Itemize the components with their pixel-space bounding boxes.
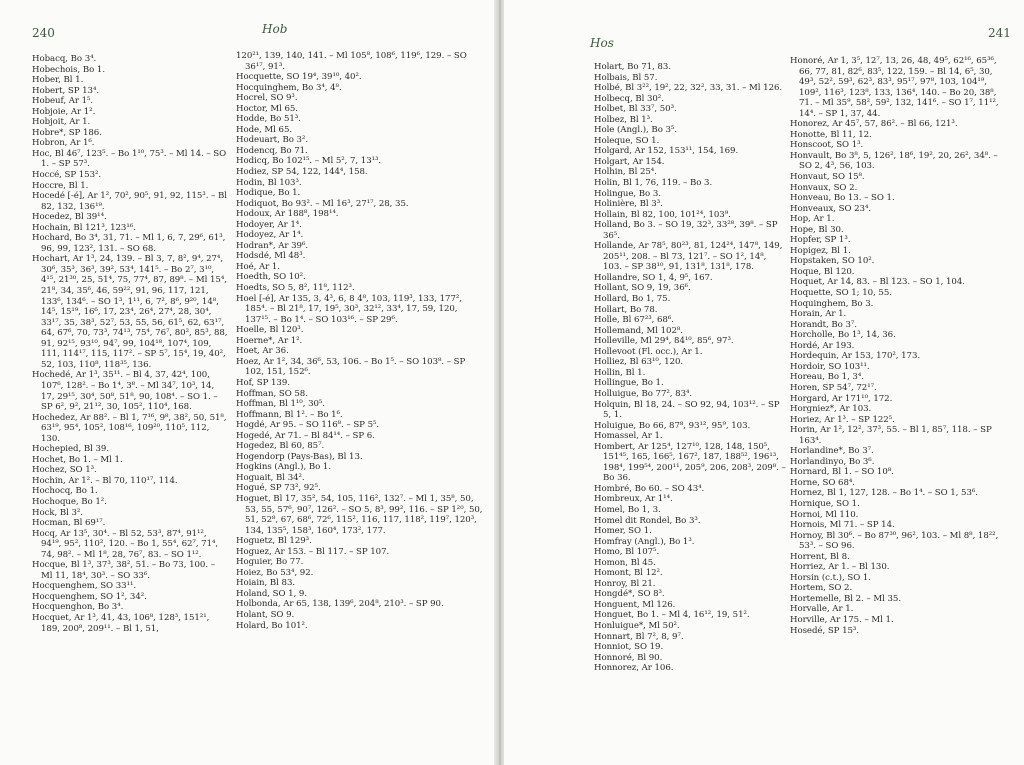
index-entry: Hordequin, Ar 153, 170², 173. <box>790 351 921 362</box>
index-entry: Holbecq, Bl 30². <box>594 93 664 104</box>
index-entry: Hogendorp (Pays-Bas), Bl 13. <box>236 451 363 462</box>
index-entry: Honnart, Bl 7², 8, 9⁷. <box>594 631 684 642</box>
index-entry: Holgard, Ar 152, 153¹¹, 154, 169. <box>594 146 739 157</box>
index-entry: Hollin, Bl 1. <box>594 367 646 378</box>
index-entry: Hochedé, Ar 1³, 35¹¹. – Bl 4, 37, 42⁴, 100, 107⁶, 128². – Bo 1⁴, 3⁸. – Ml 34⁷, 10³, 14, 17, 29¹⁵, 30⁴, 50⁸, 51⁸, 90, 108⁴. – SO 1. – SP 6², 9², 21¹², 30, 105², 110⁴, 168. <box>32 370 218 413</box>
index-entry: Holland, Bo 3. – SO 19, 32³, 33²⁸, 39⁸. – SP 36⁵. <box>594 220 778 241</box>
index-entry: Hodin, Bl 103³. <box>236 177 302 188</box>
index-entry: Hornard, Bl 1. – SO 10⁸. <box>790 467 894 478</box>
index-entry: Hodeuart, Bo 3². <box>236 135 309 146</box>
index-entry: Hornez, Bl 1, 127, 128. – Bo 1⁴. – SO 1, 53⁶. <box>790 488 978 499</box>
index-entry: Hogué, SP 73², 92⁵. <box>236 483 321 494</box>
index-entry: Holluigue, Bo 77², 83⁴. <box>594 388 693 399</box>
index-entry: Horlandinyo, Bo 3⁶. <box>790 456 875 467</box>
index-entry: Holand, SO 1, 9. <box>236 588 308 599</box>
index-entry: Horen, SP 54⁷, 72¹⁷. <box>790 382 877 393</box>
index-entry: Horcholle, Bo 1³, 14, 36. <box>790 330 896 341</box>
index-entry: Hopfer, SP 1³. <box>790 235 851 246</box>
index-entry: Homon, Bl 45. <box>594 557 656 568</box>
index-entry: Hodsdé, Ml 48³. <box>236 251 306 262</box>
index-entry: Hobre*, SP 186. <box>32 127 102 138</box>
index-entry: Hodran*, Ar 39⁶. <box>236 240 309 251</box>
index-entry: Hoguait, Bl 34². <box>236 472 305 483</box>
index-entry: Hodencq, Bo 71. <box>236 145 308 156</box>
index-entry: Hoez, Ar 1², 34, 36⁶, 53, 106. – Bo 1⁵. – SO 103⁸. – SP 102, 151, 152⁶. <box>236 356 466 378</box>
index-entry: Hodiquot, Bo 93². – Ml 16³, 27¹⁷, 28, 35. <box>236 198 409 209</box>
index-column-right-1 <box>594 62 786 674</box>
index-entry: Hollandre, SO 1, 4, 9⁵, 167. <box>594 272 713 283</box>
index-entry: Hobacq, Bo 3⁴. <box>32 54 97 64</box>
index-entry: Honluigue*, Ml 50². <box>594 620 680 631</box>
index-entry: Hocquenghem, SO 1², 34². <box>32 591 147 602</box>
index-entry: Hombreux, Ar 1¹⁴. <box>594 494 673 505</box>
index-entry: Hocedez, Bl 39¹⁴. <box>32 212 107 223</box>
index-entry: Hobeuf, Ar 1⁵. <box>32 96 94 107</box>
index-entry: Hochepied, Bl 39. <box>32 444 110 455</box>
index-entry: Hoc, Bl 46⁷, 123⁵. – Bo 1¹⁰, 75³. – Ml 14. – SO 1. – SP 57³. <box>32 148 227 170</box>
index-entry: Horsin (c.t.), SO 1. <box>790 572 871 583</box>
index-entry: Holbé, Bl 3²², 19², 22, 32², 33, 31. – Ml 126. <box>594 83 783 94</box>
index-entry: Holeque, SO 1. <box>594 135 660 146</box>
index-entry: 120²¹, 139, 140, 141. – Ml 105⁸, 108⁶, 119⁶, 129. – SO 36¹⁷, 91³. <box>236 51 467 72</box>
index-entry: Hoquinghem, Bo 3. <box>790 298 874 309</box>
index-entry: Hoiez, Bo 53⁴, 92. <box>236 567 314 578</box>
index-entry: Horriez, Ar 1. – Bl 130. <box>790 562 890 573</box>
index-entry: Hosedé, SP 15³. <box>790 625 859 636</box>
index-entry: Hof, SP 139. <box>236 377 290 388</box>
index-entry: Hoccé, SP 153². <box>32 170 102 181</box>
index-entry: Hoé, Ar 1. <box>236 261 280 272</box>
index-entry: Honniot, SO 19. <box>594 642 664 653</box>
index-entry: Hodique, Bo 1. <box>236 188 301 199</box>
index-entry: Hollart, Bo 78. <box>594 304 658 315</box>
index-entry: Honorez, Ar 45⁷, 57, 86². – Bl 66, 121³. <box>790 119 958 130</box>
index-entry: Hochain, Bl 121³, 123¹⁶. <box>32 222 136 233</box>
index-entry: Horin, Ar 1², 12², 37³, 55. – Bl 1, 85⁷, 118. – SP 163⁴. <box>790 425 992 446</box>
index-entry: Hocquenghem, SO 33¹¹. <box>32 581 137 592</box>
index-entry: Hochoque, Bo 1². <box>32 496 107 507</box>
index-entry: Homel dit Rondel, Bo 3³. <box>594 515 701 526</box>
index-entry: Homfray (Angl.), Bo 1³. <box>594 536 695 547</box>
index-entry: Honvaut, SO 15⁸. <box>790 172 865 183</box>
index-entry: Hoguier, Bo 77. <box>236 557 304 568</box>
index-entry: Hocquenghon, Bo 3⁴. <box>32 602 124 613</box>
index-entry: Hochet, Bo 1. – Ml 1. <box>32 454 123 465</box>
index-entry: Hongdé*, SO 8³. <box>594 589 665 600</box>
index-entry: Holleville, Ml 29⁴, 84¹⁰, 85⁶, 97³. <box>594 336 734 347</box>
index-entry: Hoque, Bl 120. <box>790 266 855 277</box>
index-entry: Holuigue, Bo 66, 87⁸, 93¹², 95⁹, 103. <box>594 420 751 431</box>
index-entry: Hoffman, SO 58. <box>236 388 308 399</box>
index-entry: Hochez, SO 1³. <box>32 465 97 476</box>
index-entry: Hocquette, SO 19⁴, 39¹⁰, 40². <box>236 72 362 83</box>
index-entry: Homont, Bl 12². <box>594 568 663 579</box>
index-entry: Holbonda, Ar 65, 138, 139⁶, 204⁸, 210³. – SP 90. <box>236 599 444 610</box>
index-entry: Hocquinghem, Bo 3⁴, 4⁸. <box>236 82 342 93</box>
index-entry: Hogedé, Ar 71. – Bl 84¹⁴. – SP 6. <box>236 430 375 441</box>
index-entry: Honscoot, SO 1³. <box>790 140 864 151</box>
index-entry: Holle, Bl 67²³, 68⁶. <box>594 315 674 326</box>
index-entry: Hodde, Bo 51³. <box>236 114 301 125</box>
index-entry: Horlandine*, Bo 3⁷. <box>790 446 874 457</box>
index-entry: Hochard, Bo 3⁴, 31, 71. – Ml 1, 6, 7, 29⁶, 61³, 96, 99, 123², 131. – SO 68. <box>32 233 226 254</box>
index-entry: Holliez, Bl 63¹⁰, 120. <box>594 357 684 368</box>
index-entry: Hochedez, Ar 88². – Bl 1, 7¹⁶, 9⁸, 38², 50, 51⁸, 63¹⁹, 95⁴, 105², 108¹⁶, 109²⁰, 110⁵, 112, 130. <box>32 412 227 444</box>
index-entry: Hodiez, SP 54, 122, 144⁴, 158. <box>236 167 368 178</box>
index-entry: Holgart, Ar 154. <box>594 156 665 167</box>
index-entry: Honveaux, SO 23⁴. <box>790 203 872 214</box>
index-entry: Hocrel, SO 9³. <box>236 93 298 104</box>
index-entry: Hode, Ml 65. <box>236 124 293 135</box>
index-entry: Hornoi, Ml 110. <box>790 509 859 520</box>
index-entry: Holin, Bl 1, 76, 119. – Bo 3. <box>594 178 713 189</box>
index-entry: Hollingue, Bo 1. <box>594 378 664 389</box>
index-entry: Hoquet, Ar 14, 83. – Bl 123. – SO 1, 104. <box>790 277 965 288</box>
index-entry: Hogdé, Ar 95. – SO 116⁸. – SP 5⁵. <box>236 420 380 431</box>
index-entry: Horrent, Bl 8. <box>790 551 850 562</box>
index-entry: Horvalle, Ar 1. <box>790 604 854 615</box>
index-entry: Hoccre, Bl 1. <box>32 180 89 191</box>
index-entry: Horne, SO 68⁴. <box>790 477 855 488</box>
index-entry: Honvault, Bo 3⁸, 5, 126², 18⁶, 19², 20, 26², 34⁸. – SO 2, 4³, 56, 103. <box>790 150 998 172</box>
index-entry: Homo, Bl 107⁵. <box>594 547 660 558</box>
index-entry: Hollain, Bl 82, 100, 101²⁴, 103⁹. <box>594 209 731 220</box>
index-entry: Hordé, Ar 193. <box>790 340 855 351</box>
index-entry: Hornoy, Bl 30⁶. – Bo 87³⁰, 96², 103. – Ml 8⁸, 18²², 53³. – SO 96. <box>790 530 999 552</box>
index-entry: Holquin, Bl 18, 24. – SO 92, 94, 103¹². – SP 5, 1. <box>594 399 780 421</box>
index-entry: Hombré, Bo 60. – SO 43⁴. <box>594 483 705 494</box>
index-entry: Hollevoot (Fl. occ.), Ar 1. <box>594 346 703 357</box>
index-entry: Horgniez*, Ar 103. <box>790 404 872 415</box>
index-entry: Hogkins (Angl.), Bo 1. <box>236 462 332 473</box>
index-entry: Horeau, Bo 1, 3⁴. <box>790 372 864 383</box>
index-entry: Hochocq, Bo 1. <box>32 486 98 497</box>
index-entry: Hoctor, Ml 65. <box>236 103 298 114</box>
index-entry: Holant, SO 9. <box>236 609 295 620</box>
index-entry: Hope, Bl 30. <box>790 224 844 235</box>
index-entry: Hocedé [-é], Ar 1², 70², 90⁵, 91, 92, 115³. – Bl 82, 132, 136¹⁹. <box>32 191 227 212</box>
index-entry: Honvaux, SO 2. <box>790 182 858 193</box>
index-entry: Hollant, SO 9, 19, 36⁶. <box>594 283 691 294</box>
index-entry: Honnoré, Bl 90. <box>594 652 663 663</box>
running-head-left: Hob <box>262 22 288 36</box>
index-entry: Hop, Ar 1. <box>790 214 835 225</box>
index-entry: Holbez, Bl 1³. <box>594 114 653 125</box>
index-entry: Hock, Bl 3². <box>32 507 83 518</box>
index-entry: Holhin, Bl 25⁴. <box>594 167 657 178</box>
index-entry: Hoel [-é], Ar 135, 3, 4³, 6, 8 4⁸, 103, 119³, 133, 177², 185⁴. – Bl 21⁸, 17, 19⁵, 30³, 32¹², 33⁴, 17, 59, 120, 137¹⁵. – Bo 1⁴. – SO 103¹⁶. – SP 29⁶. <box>236 293 462 325</box>
index-entry: Hornique, SO 1. <box>790 498 860 509</box>
page-number-right: 241 <box>988 26 1011 40</box>
index-entry: Holbet, Bl 33⁷, 50³. <box>594 104 677 115</box>
index-entry: Hobron, Ar 1⁶. <box>32 138 95 149</box>
index-entry: Hobjoit, Ar 1. <box>32 117 91 128</box>
index-entry: Hodoyer, Ar 1⁴. <box>236 219 302 230</box>
index-entry: Hole (Angl.), Bo 3⁵. <box>594 125 677 136</box>
index-entry: Hombert, Ar 125⁴, 127¹⁰, 128, 148, 150⁵, 151⁴⁵, 165, 166⁵, 167², 187, 188⁵², 196¹³, 198⁴, 199⁵⁴, 200¹¹, 205⁹, 206, 208³, 209⁸. – Bo 36. <box>594 441 786 484</box>
index-entry: Hoedts, SO 5, 8², 11⁸, 112³. <box>236 283 355 294</box>
index-entry: Horandt, Bo 3⁷. <box>790 319 857 330</box>
right-page <box>504 0 1024 765</box>
index-entry: Hogedez, Bl 60, 85⁷. <box>236 441 325 452</box>
page-number-left: 240 <box>32 26 55 40</box>
index-entry: Hobechois, Bo 1. <box>32 64 106 75</box>
index-entry: Hoiain, Bl 83. <box>236 578 296 589</box>
index-entry: Hodicq, Bo 102¹⁵. – Ml 5², 7, 13¹³. <box>236 156 382 167</box>
index-entry: Hober, Bl 1. <box>32 75 84 86</box>
index-entry: Hoguez, Ar 153. – Bl 117. – SP 107. <box>236 546 390 557</box>
index-entry: Hoguetz, Bl 129³. <box>236 536 312 547</box>
index-entry: Horville, Ar 175. – Ml 1. <box>790 614 894 625</box>
index-entry: Honroy, Bl 21. <box>594 578 656 589</box>
index-entry: Hoet, Ar 36. <box>236 346 289 357</box>
index-entry: Holbais, Bl 57. <box>594 72 658 83</box>
index-entry: Hollande, Ar 78⁵, 80²³, 81, 124²⁴, 147⁸, 149, 205¹¹, 208. – Bl 73, 121⁷. – SO 1², 14⁸, 103. – SP 38¹⁰, 91, 131⁸, 131⁸, 178. <box>594 241 783 273</box>
index-entry: Hoelle, Bl 120³. <box>236 325 304 336</box>
index-entry: Hortem, SO 2. <box>790 583 853 594</box>
index-entry: Hocq, Ar 13⁵, 30⁴. – Bl 52, 53³, 87⁴, 91¹², 94¹⁹, 95², 110², 120. – Bo 1, 55⁴, 62⁷, 71⁴, 74, 98². – Ml 1⁸, 28, 76⁷, 83. – SO 1¹². <box>32 528 219 560</box>
left-page <box>0 0 498 765</box>
running-head-right: Hos <box>590 36 614 50</box>
index-entry: Holart, Bo 71, 83. <box>594 62 671 72</box>
index-column-right-2 <box>790 56 1000 636</box>
index-entry: Horiez, Ar 1³. – SP 122⁵. <box>790 414 895 425</box>
index-entry: Hoguet, Bl 17, 35², 54, 105, 116², 132⁷. – Ml 1, 35⁸, 50, 53, 55, 57⁶, 90⁷, 126². – SO 5, 8³, 99², 116. – SP 1²⁰, 50, 51, 52⁸, 67, 68⁶, 72⁶, 115², 116, 117, 118², 119⁷, 120³, 134, 135⁵, 158³, 160⁴, 173², 177. <box>236 493 483 536</box>
index-entry: Hocman, Bl 69¹⁷. <box>32 518 106 529</box>
index-entry: Hoffman, Bl 1¹⁰, 30⁵. <box>236 399 325 410</box>
index-entry: Hoquette, SO 1; 10, 55. <box>790 288 892 299</box>
index-entry: Hornois, Ml 71. – SP 14. <box>790 520 895 531</box>
index-entry: Holingue, Bo 3. <box>594 188 661 199</box>
index-entry: Holinière, Bl 3³. <box>594 199 663 210</box>
index-entry: Honoré, Ar 1, 3⁵, 12⁷, 13, 26, 48, 49⁵, 62¹⁶, 65³⁶, 66, 77, 81, 82⁶, 83⁵, 122, 159. – Bl 14, 6⁵, 30, 49³, 52², 59³, 62³, 83³, 95¹⁷, 97⁸, 103, 104¹⁹, 109², 116³, 123⁸, 133, 136⁴, 140. – Bo 20, 38⁸, 71. – Ml 35⁹, 58², 59², 132, 141⁶. – SO 1⁷, 11¹², 14⁴. – SP 1, 37, 44. <box>790 56 999 119</box>
index-entry: Honguent, Ml 126. <box>594 599 676 610</box>
index-entry: Hoedth, SO 10². <box>236 272 306 283</box>
index-entry: Honguet, Bo 1. – Ml 4, 16¹², 19, 51². <box>594 610 750 621</box>
index-entry: Hocquet, Ar 1³, 41, 43, 106⁸, 128³, 151²¹, 189, 200⁸, 209¹¹. – Bl 1, 51, <box>32 612 210 634</box>
index-entry: Homer, SO 1. <box>594 526 652 537</box>
index-entry: Hollard, Bo 1, 75. <box>594 294 671 305</box>
index-entry: Hochart, Ar 1³, 24, 139. – Bl 3, 7, 8², 9⁴, 27⁴, 30⁶, 35³, 36³, 39², 53⁴, 141⁵. – Bo 2⁷, 3¹⁰, 4¹⁵, 21³⁰, 25, 51⁴, 75, 77⁴, 87, 89⁸. – Ml 15⁴, 21⁸, 34, 35⁶, 46, 59²², 91, 96, 117, 121, 133⁶, 134⁶. – SO 1³, 1¹¹, 6, 7², 8⁶, 9²⁰, 14⁸, 14⁵, 15¹⁹, 16⁶, 17, 23⁴, 26⁴, 27⁴, 28, 30⁴, 33¹⁷, 35, 38³, 52⁷, 53, 55, 56, 61⁵, 62, 63¹⁷, 64, 67⁶, 70, 73³, 74¹³, 75⁴, 76⁷, 80², 85³, 88, 91, 92¹⁵, 93¹⁰, 94⁷, 99, 104¹⁸, 107⁴, 109, 111, 114¹⁷, 115, 117². – SP 5⁷, 15⁴, 19, 40², 52, 103, 110⁸, 118³⁵, 136. <box>32 254 228 370</box>
index-entry: Horgard, Ar 171¹⁰, 172. <box>790 393 893 404</box>
index-entry: Hobjoie, Ar 1². <box>32 106 96 117</box>
index-entry: Hobert, SP 13⁴. <box>32 85 100 96</box>
index-entry: Hollemand, Ml 102⁸. <box>594 325 683 336</box>
index-entry: Hoerne*, Ar 1². <box>236 335 303 346</box>
index-entry: Hodoyez, Ar 1⁴. <box>236 230 304 241</box>
index-entry: Hordoir, SO 103¹¹. <box>790 361 870 372</box>
index-entry: Holard, Bo 101². <box>236 620 308 631</box>
index-entry: Honveau, Bo 13. – SO 1. <box>790 193 895 204</box>
index-column-left-1 <box>32 54 228 634</box>
index-entry: Hortemelle, Bl 2. – Ml 35. <box>790 593 901 604</box>
index-entry: Hopigez, Bl 1. <box>790 245 851 256</box>
index-entry: Homassel, Ar 1. <box>594 431 663 442</box>
index-entry: Honnorez, Ar 106. <box>594 663 674 674</box>
index-entry: Horain, Ar 1. <box>790 309 847 320</box>
index-entry: Hoffmann, Bl 1². – Bo 1⁶. <box>236 409 343 420</box>
index-entry: Hocque, Bl 1³, 37³, 38², 51. – Bo 73, 100. – Ml 11, 18⁴, 30³. – SO 33⁶. <box>32 560 215 581</box>
index-column-left-2 <box>236 51 484 631</box>
index-entry: Hodoux, Ar 188⁸, 198¹⁴. <box>236 209 339 220</box>
index-entry: Honotte, Bl 11, 12. <box>790 129 872 140</box>
index-entry: Homel, Bo 1, 3. <box>594 504 661 515</box>
index-entry: Hochin, Ar 1². – Bl 70, 110¹⁷, 114. <box>32 475 178 486</box>
index-entry: Hopstaken, SO 10². <box>790 256 875 267</box>
